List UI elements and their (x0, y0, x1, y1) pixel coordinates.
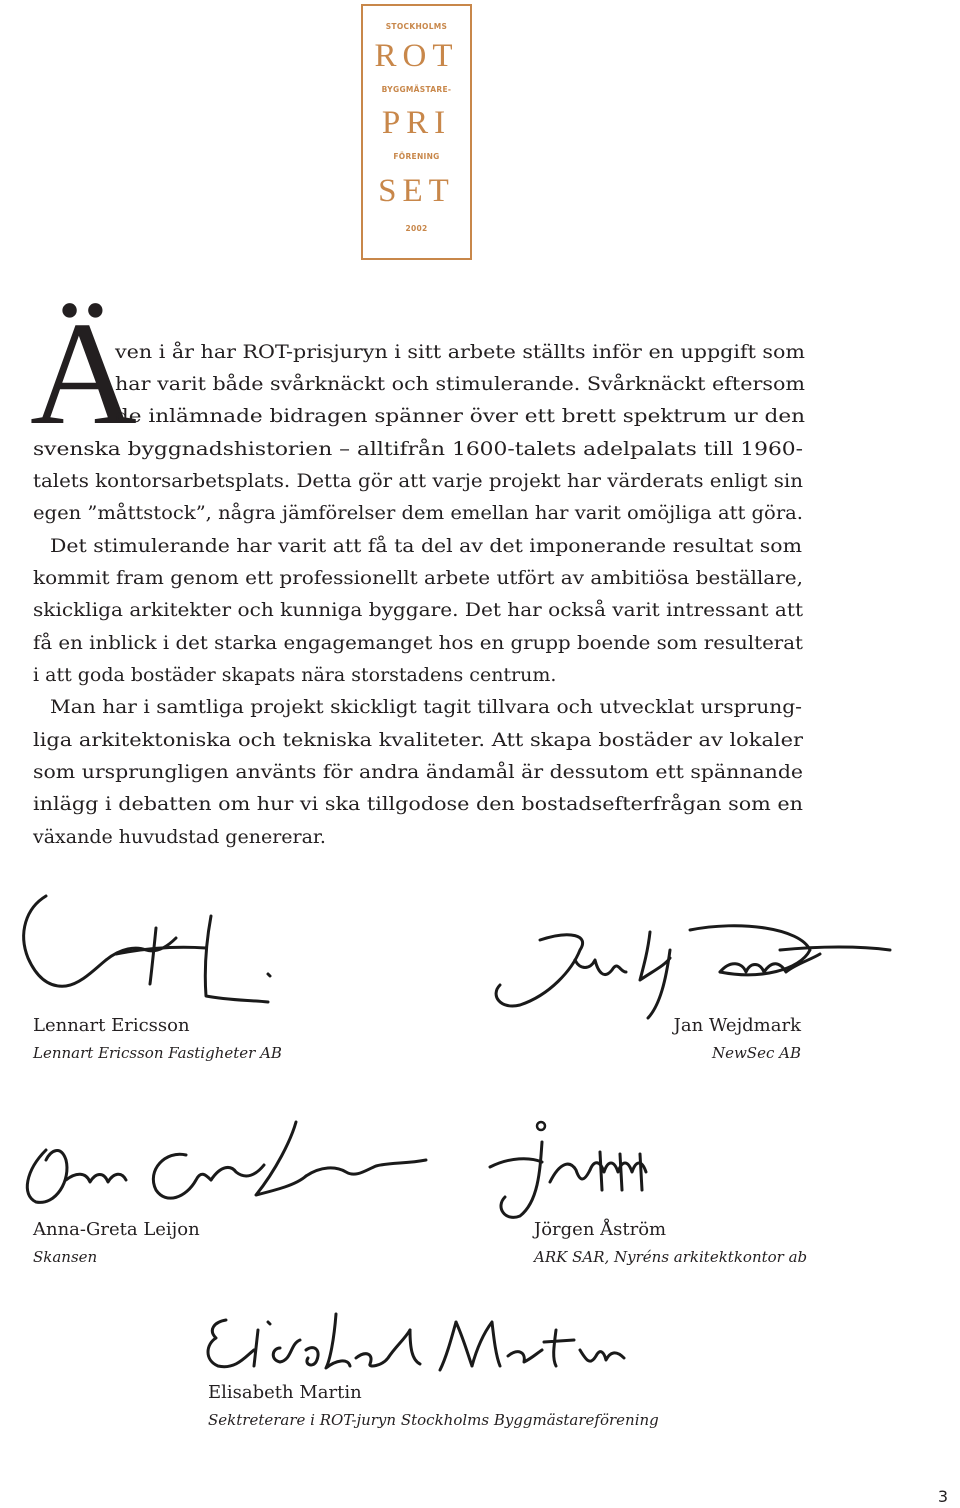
logo-line-stockholms: STOCKHOLMS (385, 22, 448, 31)
body-line: har varit både svårknäckt och stimulerande. Svårknäckt eftersom (115, 373, 805, 395)
body-line: som ursprungligen använts för andra ändamål är dessutom ett spännande (33, 761, 804, 783)
signatory-org-3: Skansen (33, 1248, 98, 1266)
body-line: talets kontorsarbetsplats. Detta gör att varje projekt har värderats enligt sin (33, 470, 803, 492)
logo-word-set: SET (378, 173, 455, 209)
signatory-org-2: NewSec AB (711, 1044, 801, 1062)
logo-line-forening: FÖRENING (393, 152, 440, 161)
rot-priset-logo (361, 4, 472, 260)
signatory-org-4: ARK SAR, Nyréns arkitektkontor ab (534, 1248, 808, 1266)
body-line: ven i år har ROT-prisjuryn i sitt arbete ställts inför en uppgift som (115, 341, 805, 363)
signatory-name-2: Jan Wejdmark (673, 1015, 801, 1036)
body-line: liga arkitektoniska och tekniska kvaliteter. Att skapa bostäder av lokaler (33, 729, 804, 751)
body-line: Det stimulerande har varit att få ta del av det imponerande resultat som (50, 535, 802, 557)
body-line: de inlämnade bidragen spänner över ett brett spektrum ur den (115, 405, 805, 427)
body-line: Man har i samtliga projekt skickligt tagit tillvara och utvecklat ursprung- (50, 696, 803, 718)
logo-word-rot: ROT (374, 38, 459, 74)
signatory-name-1: Lennart Ericsson (33, 1015, 190, 1036)
logo-word-pri: PRI (381, 105, 452, 141)
signature-lennart-ericsson (6, 888, 286, 1018)
signatory-org-1: Lennart Ericsson Fastigheter AB (33, 1044, 282, 1062)
body-line: i att goda bostäder skapats nära storstadens centrum. (33, 664, 557, 686)
signatory-name-5: Elisabeth Martin (208, 1382, 362, 1403)
signature-jan-wejdmark (480, 910, 900, 1020)
signatory-name-4: Jörgen Åström (534, 1219, 667, 1240)
body-line: få en inblick i det starka engagemanget hos en grupp boende som resulterat (33, 632, 803, 654)
signatory-name-3: Anna-Greta Leijon (33, 1219, 200, 1240)
body-line: skickliga arkitekter och kunniga byggare. Det har också varit intressant att (33, 599, 804, 621)
signature-elisabeth-martin (196, 1300, 636, 1390)
body-line: kommit fram genom ett professionellt arbete utfört av ambitiösa beställare, (33, 567, 804, 589)
logo-line-byggmastare: BYGGMÄSTARE- (381, 85, 452, 94)
body-line: växande huvudstad genererar. (33, 826, 326, 848)
signatory-org-5: Sektreterare i ROT-juryn Stockholms Byggmästareförening (208, 1411, 659, 1429)
signature-jorgen-astrom (480, 1112, 700, 1222)
signature-anna-greta-leijon (6, 1110, 436, 1220)
page-number: 3 (937, 1487, 948, 1506)
drop-cap: Ä (30, 292, 137, 456)
logo-year: 2002 (405, 224, 428, 233)
body-line: egen ”måttstock”, några jämförelser dem emellan har varit omöjliga att göra. (33, 502, 804, 524)
body-line: inlägg i debatten om hur vi ska tillgodose den bostadsefterfrågan som en (33, 793, 803, 815)
body-line: svenska byggnadshistorien – alltifrån 1600-talets adelpalats till 1960- (33, 438, 804, 460)
